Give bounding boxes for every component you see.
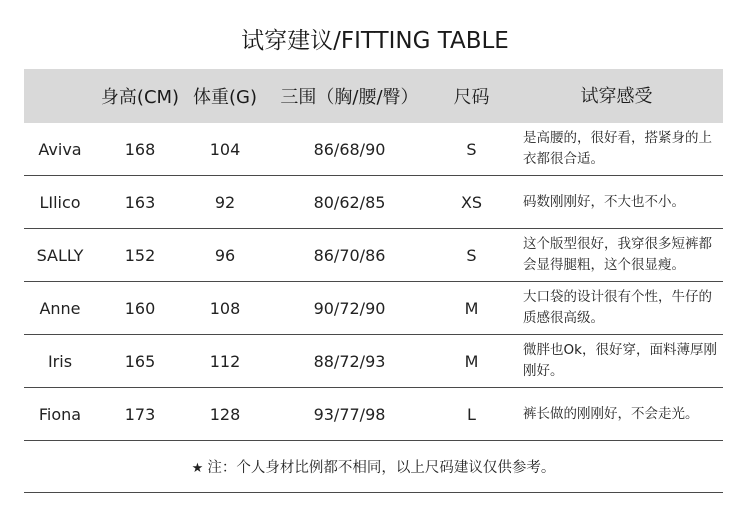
cell-name: LIlico [39, 192, 81, 212]
cell-feedback: 是高腰的，很好看，搭紧身的上衣都很合适。 [523, 130, 712, 167]
table-row [24, 335, 723, 388]
table-row [24, 282, 723, 335]
page-title: 试穿建议/FITTING TABLE [241, 28, 509, 54]
cell-feedback: 裤长做的刚刚好，不会走光。 [523, 405, 699, 422]
table-row [24, 229, 723, 282]
cell-name: Fiona [38, 404, 82, 424]
star-icon: ★ [191, 461, 204, 476]
bottom-divider [24, 492, 723, 493]
table-row [24, 388, 723, 441]
cell-height: 165 [124, 351, 156, 371]
cell-weight: 108 [209, 298, 241, 318]
footnote [24, 456, 723, 477]
cell-size: M [464, 351, 479, 371]
footnote-text: 注：个人身材比例都不相同，以上尺码建议仅供参考。 [207, 460, 556, 476]
header-size: 尺码 [453, 87, 490, 108]
cell-height: 152 [124, 245, 156, 265]
cell-name: Aviva [38, 139, 82, 159]
cell-measurements: 90/72/90 [313, 298, 386, 318]
table-row [24, 123, 723, 176]
cell-feedback: 大口袋的设计很有个性，牛仔的质感很高级。 [523, 289, 712, 326]
header-measurements: 三围（胸/腰/臀） [280, 87, 419, 108]
cell-feedback: 码数刚刚好，不大也不小。 [523, 193, 685, 210]
cell-height: 163 [124, 192, 156, 212]
table-header [24, 69, 723, 123]
cell-feedback: 这个版型很好，我穿很多短裤都会显得腿粗，这个很显瘦。 [523, 236, 712, 273]
fitting-table [24, 69, 723, 441]
header-feedback: 试穿感受 [580, 85, 653, 107]
cell-height: 173 [124, 404, 156, 424]
header-height: 身高(CM) [100, 87, 180, 108]
cell-measurements: 80/62/85 [313, 192, 386, 212]
cell-weight: 112 [209, 351, 241, 371]
cell-weight: 96 [214, 245, 236, 265]
table-row [24, 176, 723, 229]
cell-size: XS [460, 192, 483, 212]
cell-size: M [464, 298, 479, 318]
cell-name: SALLY [36, 245, 84, 265]
cell-height: 168 [124, 139, 156, 159]
cell-size: S [466, 245, 477, 265]
cell-weight: 128 [209, 404, 241, 424]
cell-weight: 104 [209, 139, 241, 159]
cell-size: L [467, 404, 476, 424]
cell-measurements: 93/77/98 [313, 404, 386, 424]
cell-weight: 92 [214, 192, 236, 212]
cell-measurements: 86/68/90 [313, 139, 386, 159]
cell-height: 160 [124, 298, 156, 318]
cell-size: S [466, 139, 477, 159]
cell-feedback: 微胖也Ok，很好穿，面料薄厚刚刚好。 [523, 342, 717, 379]
cell-measurements: 86/70/86 [313, 245, 386, 265]
cell-name: Iris [47, 351, 73, 371]
cell-name: Anne [39, 298, 81, 318]
cell-measurements: 88/72/93 [313, 351, 386, 371]
header-weight: 体重(G) [193, 87, 257, 108]
